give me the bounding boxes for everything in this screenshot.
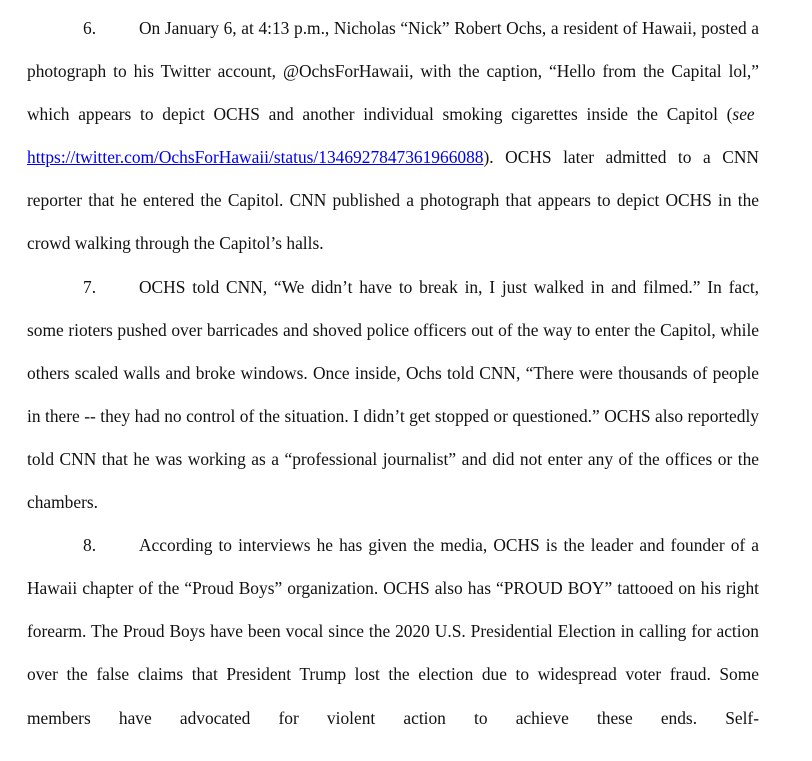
paragraph-text: OCHS told CNN, “We didn’t have to break in, I just walked in and filmed.” In fact, some rioters pushed over barricades and shoved police officers out of the way to enter the Capitol, while others scaled walls and broke windows. Once inside, Ochs told CNN, “There were thousands of people in there -- they had no control of the situation. I didn’t get stopped or questioned.” OCHS also reportedly told CNN that he was working as a “professional journalist” and did not enter any of the offices or the chambers.: [27, 276, 759, 513]
paragraph-number: 6.: [83, 18, 97, 38]
document-page: [27, 7, 759, 740]
paragraph-number: 8.: [83, 535, 97, 556]
citation-signal: see: [732, 104, 755, 125]
paragraph-text: According to interviews he has given the media, OCHS is the leader and founder of a Hawaii chapter of the “Proud Boys” organization. OCHS also has “PROUD BOY” tattooed on his right forearm. The Proud Boys have been vocal since the 2020 U.S. Presidential Election in calling for action over the false claims that President Trump lost the election due to widespread voter fraud. Some members have advocated for violent action to achieve these ends. Self-: [27, 535, 759, 728]
paragraph-text-continued: ). OCHS later admitted to a CNN reporter that he entered the Capitol. CNN published a photograph that appears to depict OCHS in the crowd walking through the Capitol’s halls.: [27, 147, 759, 254]
paragraph-6: [27, 7, 759, 266]
paragraph-number: 7.: [83, 276, 97, 297]
twitter-status-link[interactable]: https://twitter.com/OchsForHawaii/status/1346927847361966088: [27, 147, 484, 168]
paragraph-text: On January 6, at 4:13 p.m., Nicholas “Nick” Robert Ochs, a resident of Hawaii, posted a photograph to his Twitter account, @OchsForHawaii, with the caption, “Hello from the Capital lol,” which appears to depict OCHS and another individual smoking cigarettes inside the Capitol (: [27, 18, 759, 125]
paragraph-7: [27, 266, 759, 525]
paragraph-8: [27, 524, 759, 739]
